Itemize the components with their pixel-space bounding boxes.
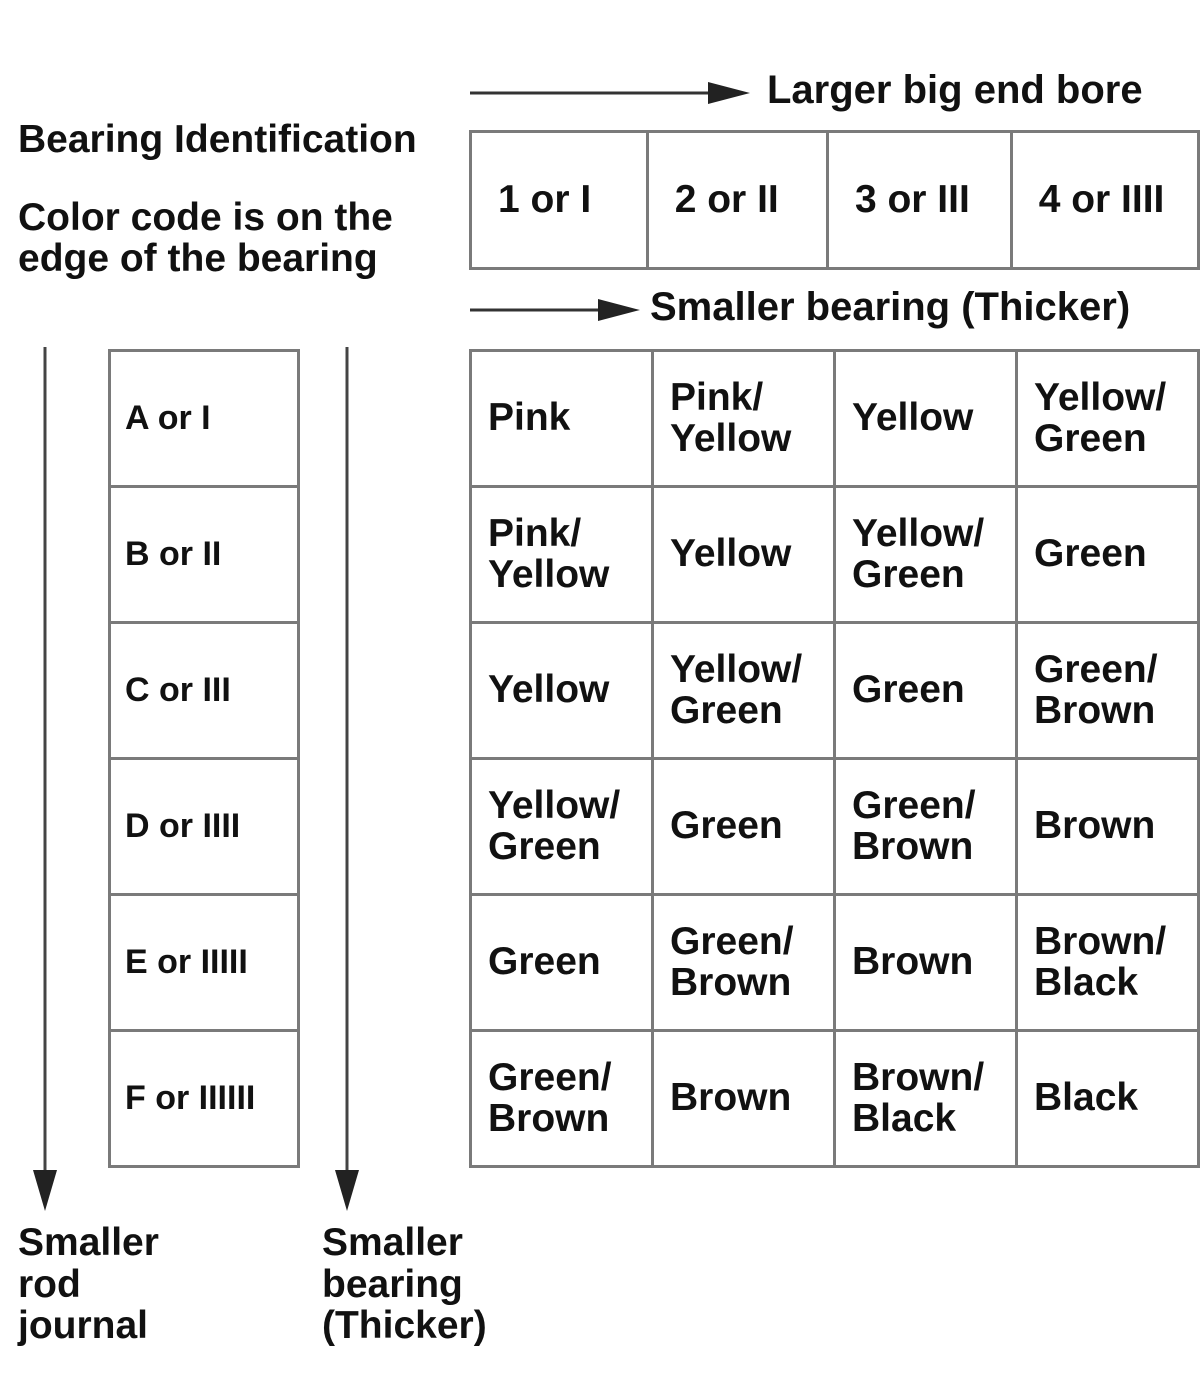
- color-cell-line: Pink/: [670, 375, 764, 419]
- color-cell-line: Brown/: [1034, 919, 1167, 963]
- color-cell-line: Green/: [670, 919, 794, 963]
- color-cell-line: Yellow: [670, 416, 792, 460]
- smaller-bearing-thicker-label-line3: (Thicker): [322, 1304, 487, 1348]
- color-row-d: [471, 759, 1199, 895]
- color-cell-line: Brown: [852, 940, 974, 984]
- color-cell-line: Yellow/: [852, 511, 985, 555]
- color-cell-line: Green: [1034, 416, 1147, 460]
- color-cell-line: Yellow/: [670, 647, 803, 691]
- color-row-f: [471, 1031, 1199, 1167]
- larger-bore-arrow: [468, 78, 758, 108]
- smaller-bearing-thicker-label-line1: Smaller: [322, 1221, 463, 1264]
- color-cell: [653, 895, 835, 1031]
- color-cell: [471, 895, 653, 1031]
- color-cell-line: Green: [1034, 532, 1147, 576]
- color-cell-line: Yellow: [488, 668, 610, 712]
- color-row-e: [471, 895, 1199, 1031]
- bore-size-1: 1 or I: [471, 132, 648, 269]
- color-cell-line: Yellow: [852, 396, 974, 440]
- color-cell-line: Green: [488, 824, 601, 868]
- color-cell: [835, 895, 1017, 1031]
- smaller-bearing-arrow: [468, 295, 648, 325]
- bore-size-table: [469, 130, 1200, 270]
- color-cell-line: Brown: [670, 960, 792, 1004]
- color-cell-line: Green: [670, 804, 783, 848]
- smaller-rod-journal-arrow: [28, 345, 62, 1215]
- color-cell-line: Pink/: [488, 511, 582, 555]
- smaller-rod-journal-label-line3: journal: [18, 1304, 149, 1348]
- bearing-color-code-table: [469, 349, 1200, 1168]
- color-cell-line: Green: [488, 940, 601, 984]
- smaller-bearing-thicker-label: [322, 1222, 487, 1347]
- color-cell: [653, 351, 835, 487]
- smaller-rod-journal-label-line2: rod: [18, 1262, 81, 1306]
- color-cell: [1017, 351, 1199, 487]
- color-cell-line: Brown: [852, 824, 974, 868]
- color-cell-line: Yellow: [670, 532, 792, 576]
- color-cell: [835, 351, 1017, 487]
- color-cell: [471, 623, 653, 759]
- color-cell: [835, 759, 1017, 895]
- color-cell: [471, 759, 653, 895]
- rod-journal-size-a: A or I: [110, 351, 299, 487]
- rod-journal-size-b: B or II: [110, 487, 299, 623]
- color-cell-line: Green/: [488, 1055, 612, 1099]
- color-cell: [1017, 895, 1199, 1031]
- color-cell-line: Yellow/: [1034, 375, 1167, 419]
- color-cell-line: Green/: [1034, 647, 1158, 691]
- color-cell-line: Green: [670, 688, 783, 732]
- color-cell: [471, 1031, 653, 1167]
- rod-journal-size-c: C or III: [110, 623, 299, 759]
- color-cell-line: Pink: [488, 396, 571, 440]
- color-cell-line: Yellow/: [488, 783, 621, 827]
- color-cell-line: Green/: [852, 783, 976, 827]
- color-cell: [1017, 623, 1199, 759]
- color-cell: [1017, 1031, 1199, 1167]
- smaller-rod-journal-label: [18, 1222, 159, 1347]
- color-cell-line: Brown: [1034, 688, 1156, 732]
- rod-journal-size-f: F or IIIIII: [110, 1031, 299, 1167]
- color-cell-line: Brown: [1034, 804, 1156, 848]
- color-cell: [1017, 759, 1199, 895]
- color-row-c: [471, 623, 1199, 759]
- smaller-bearing-vertical-arrow: [330, 345, 364, 1215]
- color-cell: [653, 1031, 835, 1167]
- color-code-note: [18, 198, 393, 280]
- color-row-b: [471, 487, 1199, 623]
- color-cell-line: Green: [852, 668, 965, 712]
- color-cell: [471, 351, 653, 487]
- color-cell: [835, 1031, 1017, 1167]
- color-cell-line: Brown: [670, 1076, 792, 1120]
- bore-size-2: 2 or II: [647, 132, 827, 269]
- color-cell-line: Yellow: [488, 552, 610, 596]
- color-row-a: [471, 351, 1199, 487]
- rod-journal-size-e: E or IIIII: [110, 895, 299, 1031]
- color-cell-line: Brown/: [852, 1055, 985, 1099]
- color-cell: [471, 487, 653, 623]
- rod-journal-size-table: [108, 349, 300, 1168]
- smaller-bearing-thicker-label-line2: bearing: [322, 1262, 463, 1306]
- bore-size-row: [471, 132, 1199, 269]
- smaller-rod-journal-label-line1: Smaller: [18, 1221, 159, 1264]
- color-cell-line: Black: [1034, 1076, 1139, 1120]
- color-code-note-line1: Color code is on the: [18, 196, 393, 239]
- color-cell: [835, 487, 1017, 623]
- color-cell-line: Brown: [488, 1096, 610, 1140]
- color-code-note-line2: edge of the bearing: [18, 236, 378, 280]
- color-cell: [835, 623, 1017, 759]
- color-cell: [653, 623, 835, 759]
- diagram-title: Bearing Identification: [18, 118, 417, 161]
- larger-bore-label: Larger big end bore: [767, 68, 1143, 112]
- color-cell-line: Green: [852, 552, 965, 596]
- color-cell: [1017, 487, 1199, 623]
- color-cell-line: Black: [852, 1096, 957, 1140]
- color-cell: [653, 759, 835, 895]
- color-cell: [653, 487, 835, 623]
- bore-size-4: 4 or IIII: [1011, 132, 1198, 269]
- rod-journal-size-d: D or IIII: [110, 759, 299, 895]
- smaller-bearing-label: Smaller bearing (Thicker): [650, 285, 1131, 329]
- color-cell-line: Black: [1034, 960, 1139, 1004]
- bore-size-3: 3 or III: [827, 132, 1011, 269]
